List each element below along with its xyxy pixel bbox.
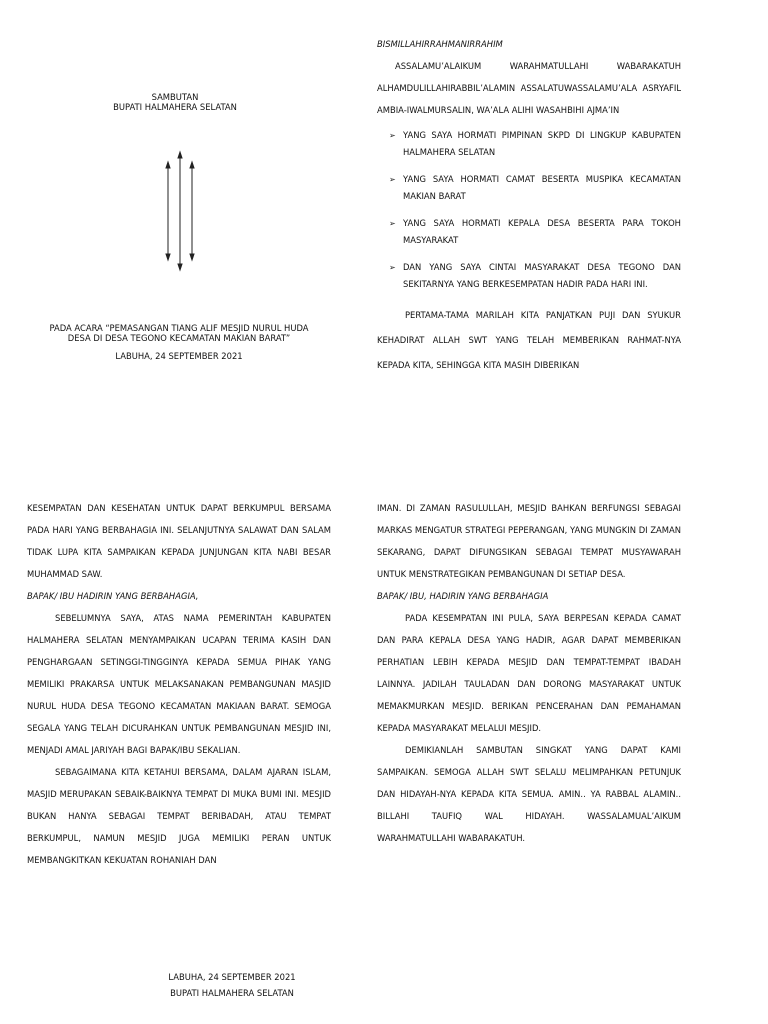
page2-left-column	[27, 497, 331, 871]
section-heading: BAPAK/ IBU, HADIRIN YANG BERBAHAGIA	[377, 591, 549, 601]
greeting-text: YANG SAYA HORMATI KEPALA DESA BESERTA PARA TOKOH MASYARAKAT	[403, 218, 681, 245]
body-paragraph: KESEMPATAN DAN KESEHATAN UNTUK DAPAT BERKUMPUL BERSAMA PADA HARI YANG BERBAHAGIA INI. SELANJUTNYA SALAWAT DAN SALAM TIDAK LUPA KITA SAMPAIKAN KEPADA JUNJUNGAN KITA NABI BESAR MUHAMMAD SAW.	[27, 503, 331, 579]
greeting-item	[377, 259, 681, 293]
greeting-item	[377, 215, 681, 249]
greeting-text: DAN YANG SAYA CINTAI MASYARAKAT DESA TEGONO DAN SEKITARNYA YANG BERKESEMPATAN HADIR PADA HARI INI.	[403, 262, 681, 289]
arrow-bullet-icon: ➢	[389, 175, 396, 184]
decorative-arrows-icon	[160, 150, 200, 272]
closing-paragraph: DEMIKIANLAH SAMBUTAN SINGKAT YANG DAPAT KAMI SAMPAIKAN. SEMOGA ALLAH SWT SELALU MELIMPAHKAN PETUNJUK DAN HIDAYAH-NYA KEPADA KITA SEMUA. AMIN.. YA RABBAL ALAMIN.. BILLAHI TAUFIQ WAL HIDAYAH. WASSALAMUAL’AIKUM WARAHMATULLAHI WABARAKATUH.	[377, 745, 681, 843]
greeting-item	[377, 171, 681, 205]
body-paragraph: SEBAGAIMANA KITA KETAHUI BERSAMA, DALAM AJARAN ISLAM, MASJID MERUPAKAN SEBAIK-BAIKNYA TEMPAT DI MUKA BUMI INI. MESJID BUKAN HANYA SEBAGAI TEMPAT BERIBADAH, ATAU TEMPAT BERKUMPUL, NAMUN MESJID JUGA MEMILIKI PERAN UNTUK MEMBANGKITKAN KEKUATAN ROHANIAH DAN	[27, 767, 331, 865]
opening-paragraph: PERTAMA-TAMA MARILAH KITA PANJATKAN PUJI DAN SYUKUR KEHADIRAT ALLAH SWT YANG TELAH MEMBERIKAN RAHMAT-NYA KEPADA KITA, SEHINGGA KITA MASIH DIBERIKAN	[377, 310, 681, 370]
greetings-list	[377, 127, 681, 293]
greeting-text: YANG SAYA HORMATI PIMPINAN SKPD DI LINGKUP KABUPATEN HALMAHERA SELATAN	[403, 130, 681, 157]
body-paragraph: IMAN. DI ZAMAN RASULULLAH, MESJID BAHKAN BERFUNGSI SEBAGAI MARKAS MENGATUR STRATEGI PEPERANGAN, YANG MUNGKIN DI ZAMAN SEKARANG, DAPAT DIFUNGSIKAN SEBAGAI TEMPAT MUSYAWARAH UNTUK MENSTRATEGIKAN PEMBANGUNAN DI SETIAP DESA.	[377, 503, 681, 579]
cover-title-line1: SAMBUTAN	[151, 92, 199, 102]
body-paragraph: PADA KESEMPATAN INI PULA, SAYA BERPESAN KEPADA CAMAT DAN PARA KEPALA DESA YANG HADIR, AGAR DAPAT MEMBERIKAN PERHATIAN LEBIH KEPADA MESJID DAN TEMPAT-TEMPAT IBADAH LAINNYA. JADILAH TAULADAN DAN DORONG MASYARAKAT UNTUK MEMAKMURKAN MESJID. BERIKAN PENCERAHAN DAN PEMAHAMAN KEPADA MASYARAKAT MELALUI MESJID.	[377, 613, 681, 733]
cover-event-line2: DESA DI DESA TEGONO KECAMATAN MAKIAN BARAT”	[67, 333, 291, 343]
signature-block	[117, 969, 347, 1001]
arrow-bullet-icon: ➢	[389, 131, 396, 140]
greeting-text: YANG SAYA HORMATI CAMAT BESERTA MUSPIKA KECAMATAN MAKIAN BARAT	[403, 174, 681, 201]
arrow-bullet-icon: ➢	[389, 219, 396, 228]
cover-title-line2: BUPATI HALMAHERA SELATAN	[113, 102, 237, 112]
body-paragraph: SEBELUMNYA SAYA, ATAS NAMA PEMERINTAH KABUPATEN HALMAHERA SELATAN MENYAMPAIKAN UCAPAN TERIMA KASIH DAN PENGHARGAAN SETINGGI-TINGGINYA KEPADA SEMUA PIHAK YANG MEMILIKI PRAKARSA UNTUK MELAKSANAKAN PEMBANGUNAN MASJID NURUL HUDA DESA TEGONO KECAMATAN MAKIAAN BARAT. SEMOGA SEGALA YANG TELAH DICURAHKAN UNTUK PEMBANGUNAN MESJID INI, MENJADI AMAL JARIYAH BAGI BAPAK/IBU SEKALIAN.	[27, 613, 331, 755]
signature-place-date: LABUHA, 24 SEPTEMBER 2021	[168, 972, 296, 982]
page2-right-column	[377, 497, 681, 849]
cover-title	[60, 92, 290, 112]
basmalah-heading: BISMILLAHIRRAHMANIRRAHIM	[377, 39, 503, 49]
page1-right-column	[377, 33, 681, 378]
signature-title: BUPATI HALMAHERA SELATAN	[170, 988, 294, 998]
cover-event	[20, 323, 338, 361]
greeting-item	[377, 127, 681, 161]
cover-event-line1: PADA ACARA “PEMASANGAN TIANG ALIF MESJID NURUL HUDA	[49, 323, 309, 333]
arrow-bullet-icon: ➢	[389, 263, 396, 272]
cover-place-date: LABUHA, 24 SEPTEMBER 2021	[115, 351, 243, 361]
opening-salutation: ASSALAMU’ALAIKUM WARAHMATULLAHI WABARAKATUH ALHAMDULILLAHIRABBIL’ALAMIN ASSALATUWASSALAMU’ALA ASRYAFIL AMBIA-IWALMURSALIN, WA’ALA ALIHI WASAHBIHI AJMA’IN	[377, 61, 681, 115]
section-heading: BAPAK/ IBU HADIRIN YANG BERBAHAGIA,	[27, 591, 199, 601]
